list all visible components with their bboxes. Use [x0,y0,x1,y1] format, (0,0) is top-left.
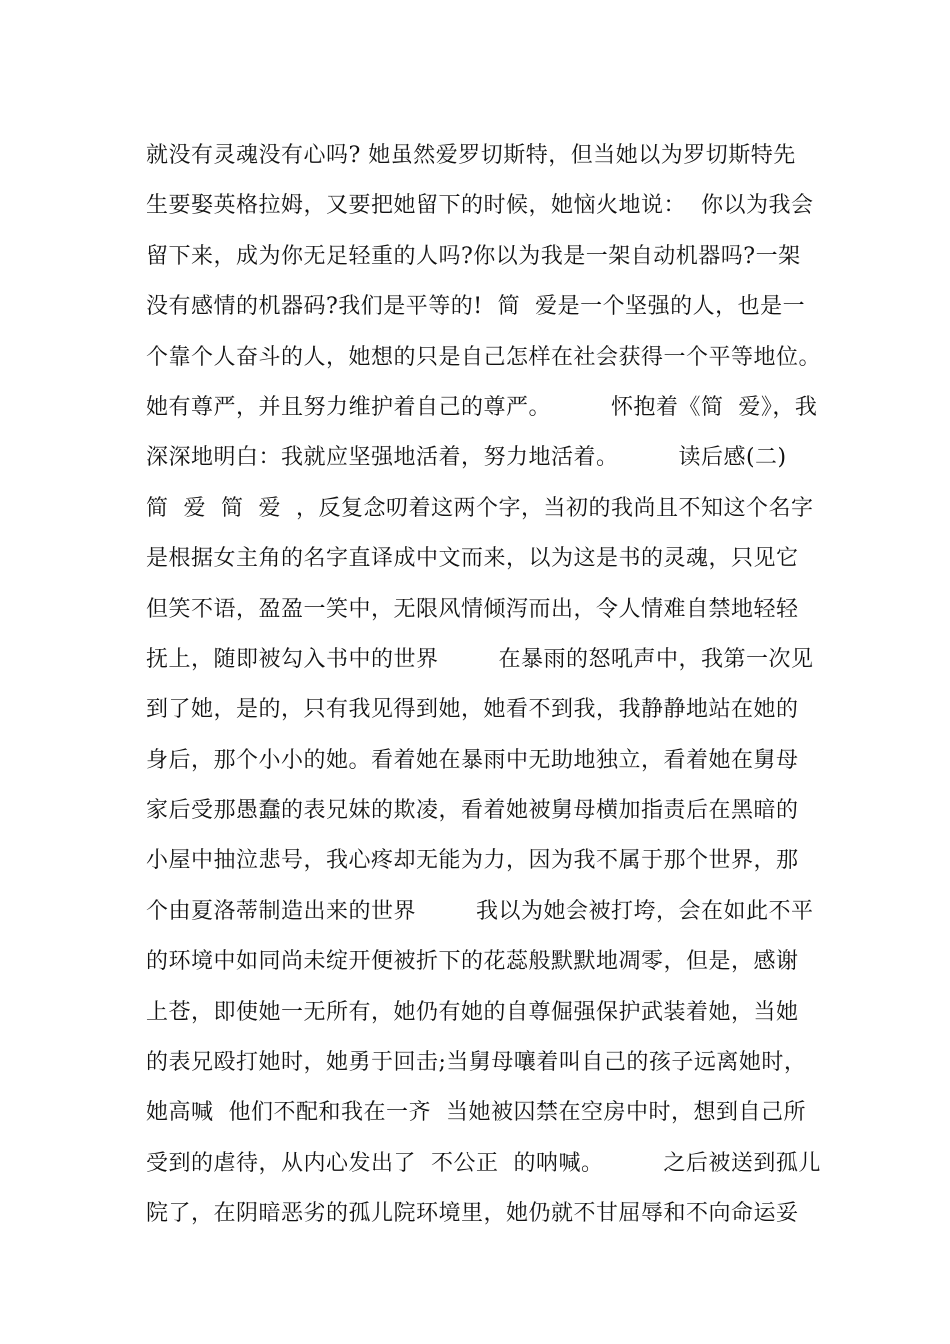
text-line: 受到的虐待，从内心发出了 不公正 的呐喊。 之后被送到孤儿 [146,1150,821,1176]
text-line: 抚上，随即被勾入书中的世界 在暴雨的怒吼声中，我第一次见 [146,646,814,672]
text-line: 身后，那个小小的她。看着她在暴雨中无助地独立，看着她在舅母 [146,747,799,773]
text-line: 深深地明白：我就应坚强地活着，努力地活着。 读后感(二) [146,445,787,471]
text-line: 她有尊严，并且努力维护着自己的尊严。 怀抱着《简 爱》，我 [146,394,818,420]
text-line: 简 爱 简 爱 ，反复念叨着这两个字，当初的我尚且不知这个名字 [146,495,814,521]
text-line: 小屋中抽泣悲号，我心疼却无能为力，因为我不属于那个世界，那 [146,848,799,874]
text-line: 个由夏洛蒂制造出来的世界 我以为她会被打垮，会在如此不平 [146,898,814,924]
text-line: 的环境中如同尚未绽开便被折下的花蕊般默默地凋零，但是，感谢 [146,949,799,975]
text-line: 她高喊 他们不配和我在一齐 当她被囚禁在空房中时，想到自己所 [146,1100,806,1126]
text-line: 的表兄殴打她时，她勇于回击;当舅母嚷着叫自己的孩子远离她时， [146,1050,807,1076]
text-line: 是根据女主角的名字直译成中文而来，以为这是书的灵魂，只见它 [146,546,799,572]
text-line: 生要娶英格拉姆，又要把她留下的时候，她恼火地说： 你以为我会 [146,193,814,219]
text-line: 家后受那愚蠢的表兄妹的欺凌，看着她被舅母横加指责后在黑暗的 [146,798,799,824]
text-line: 留下来，成为你无足轻重的人吗?你以为我是一架自动机器吗?一架 [146,243,801,269]
text-line: 到了她，是的，只有我见得到她，她看不到我，我静静地站在她的 [146,697,799,723]
text-line: 上苍，即使她一无所有，她仍有她的自尊倔强保护武装着她，当她 [146,999,799,1025]
text-line: 但笑不语，盈盈一笑中，无限风情倾泻而出，令人情难自禁地轻轻 [146,596,799,622]
body-text [146,131,822,1240]
text-line: 就没有灵魂没有心吗? 她虽然爱罗切斯特，但当她以为罗切斯特先 [146,143,796,168]
text-line: 个靠个人奋斗的人，她想的只是自己怎样在社会获得一个平等地位。 [146,344,822,370]
text-line: 没有感情的机器码?我们是平等的! 简 爱是一个坚强的人，也是一 [146,294,806,320]
text-line: 院了，在阴暗恶劣的孤儿院环境里，她仍就不甘屈辱和不向命运妥 [146,1201,799,1227]
